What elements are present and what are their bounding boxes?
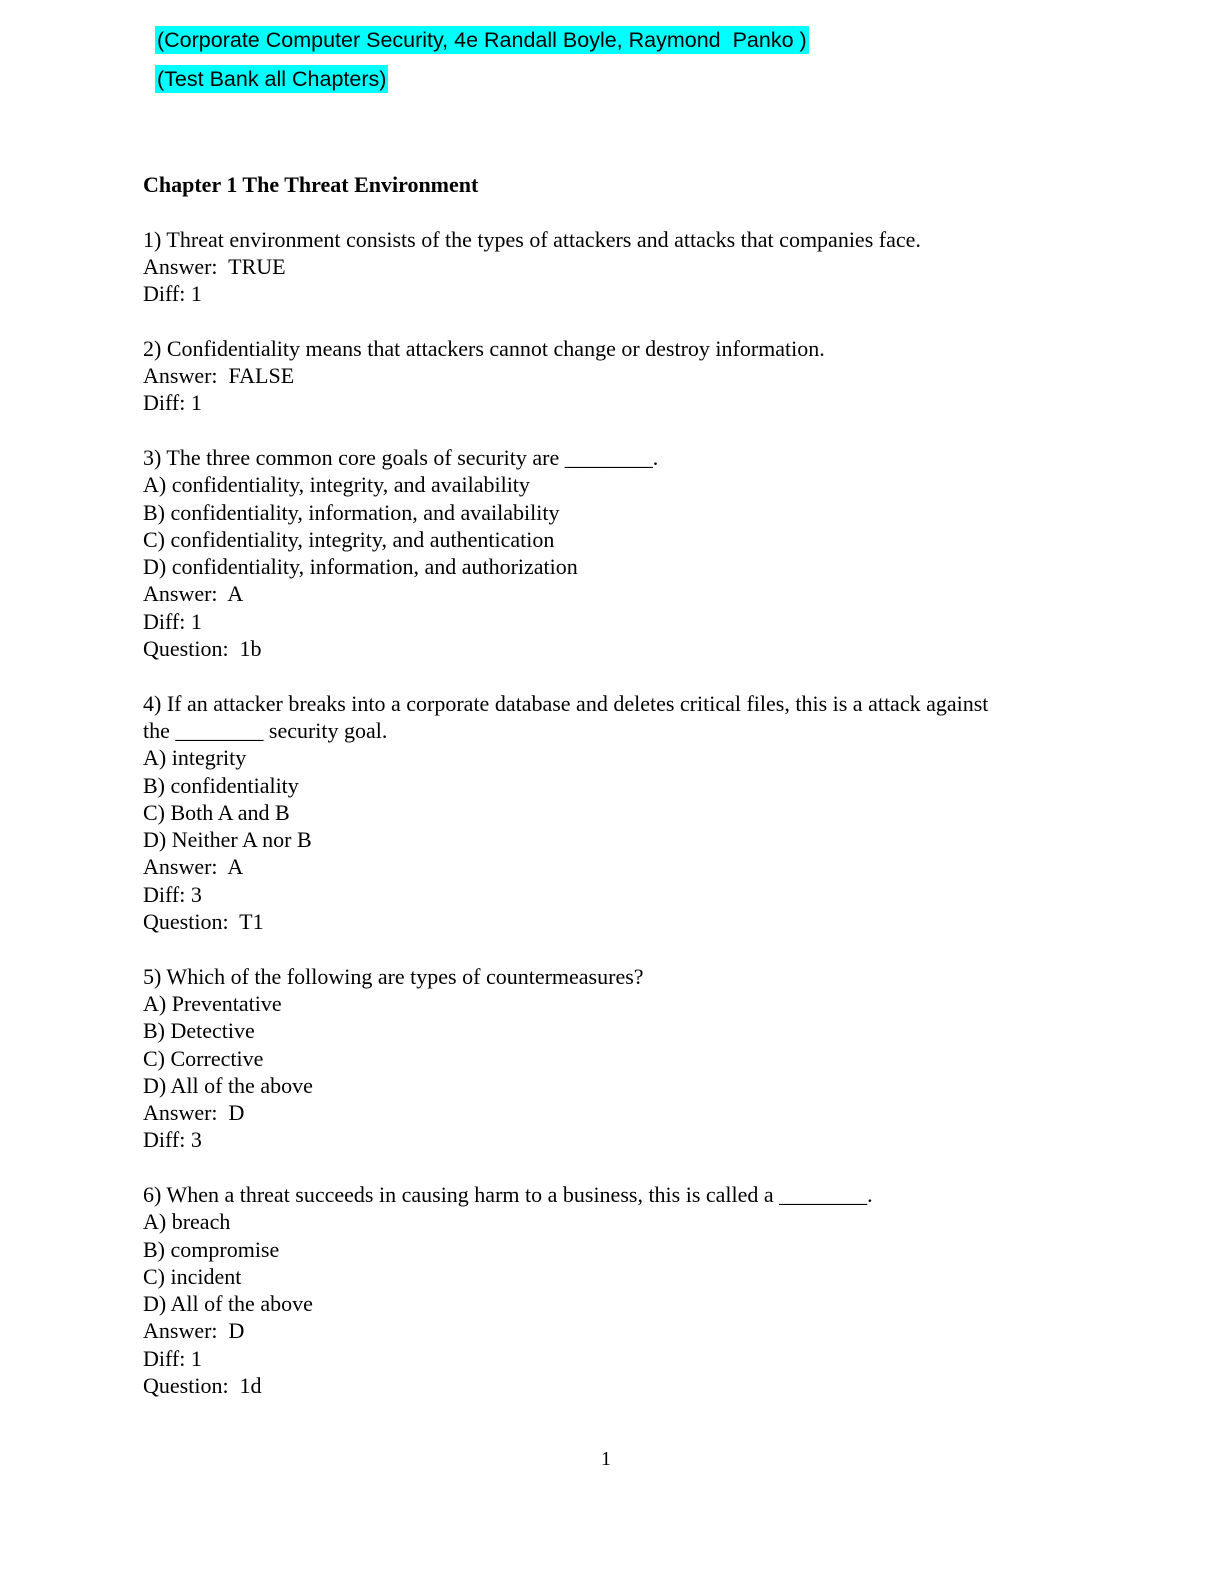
answer-option: C) Both A and B [143,799,290,825]
source-highlight-line: (Corporate Computer Security, 4e Randall Boyle, Raymond Panko ) [157,28,807,52]
question-block [143,226,1103,308]
difficulty-line: Diff: 3 [143,1127,202,1153]
question-stem: 4) If an attacker breaks into a corporate database and deletes critical files, this is a attack against [143,690,989,716]
difficulty-line: Diff: 1 [143,1345,202,1371]
difficulty-line: Diff: 3 [143,881,202,907]
question-ref-line: Question: 1b [143,636,262,662]
answer-option: A) breach [143,1209,231,1235]
answer-option: A) confidentiality, integrity, and availability [143,472,530,498]
answer-option: D) All of the above [143,1072,313,1098]
answer-option: C) incident [143,1263,242,1289]
question-stem: 1) Threat environment consists of the types of attackers and attacks that companies face. [143,226,921,252]
question-block [143,963,1103,1154]
test-bank-highlight-line: (Test Bank all Chapters) [157,67,387,91]
page-number: 1 [601,1448,611,1470]
difficulty-line: Diff: 1 [143,608,202,634]
question-stem: 3) The three common core goals of security are ________. [143,444,659,470]
block-spacer [143,307,1103,334]
question-stem: 5) Which of the following are types of countermeasures? [143,963,644,989]
document-body [143,171,1103,1399]
question-ref-line: Question: T1 [143,909,264,935]
question-block [143,690,1103,936]
answer-line: Answer: D [143,1100,245,1126]
question-block [143,1181,1103,1399]
answer-option: D) Neither A nor B [143,827,312,853]
answer-line: Answer: A [143,581,244,607]
difficulty-line: Diff: 1 [143,281,202,307]
question-stem: 2) Confidentiality means that attackers cannot change or destroy information. [143,335,825,361]
answer-option: B) compromise [143,1236,280,1262]
difficulty-line: Diff: 1 [143,390,202,416]
answer-option: A) integrity [143,745,247,771]
answer-line: Answer: A [143,854,244,880]
question-ref-line: Question: 1d [143,1373,262,1399]
answer-line: Answer: FALSE [143,363,295,389]
answer-option: C) Corrective [143,1045,264,1071]
question-line: the ________ security goal. [143,717,388,743]
question-stem: 6) When a threat succeeds in causing harm to a business, this is called a ________. [143,1181,873,1207]
answer-line: Answer: D [143,1318,245,1344]
answer-option: D) All of the above [143,1291,313,1317]
answer-option: B) confidentiality, information, and availability [143,499,560,525]
question-list [143,198,1103,1399]
block-spacer [143,1154,1103,1181]
answer-option: A) Preventative [143,990,282,1016]
question-block [143,335,1103,417]
answer-option: D) confidentiality, information, and authorization [143,554,578,580]
answer-option: B) Detective [143,1018,255,1044]
block-spacer [143,935,1103,962]
chapter-title: Chapter 1 The Threat Environment [143,172,479,197]
answer-option: C) confidentiality, integrity, and authentication [143,526,555,552]
question-block [143,444,1103,662]
block-spacer [143,198,1103,225]
answer-option: B) confidentiality [143,772,299,798]
block-spacer [143,417,1103,444]
answer-line: Answer: TRUE [143,253,286,279]
block-spacer [143,662,1103,689]
